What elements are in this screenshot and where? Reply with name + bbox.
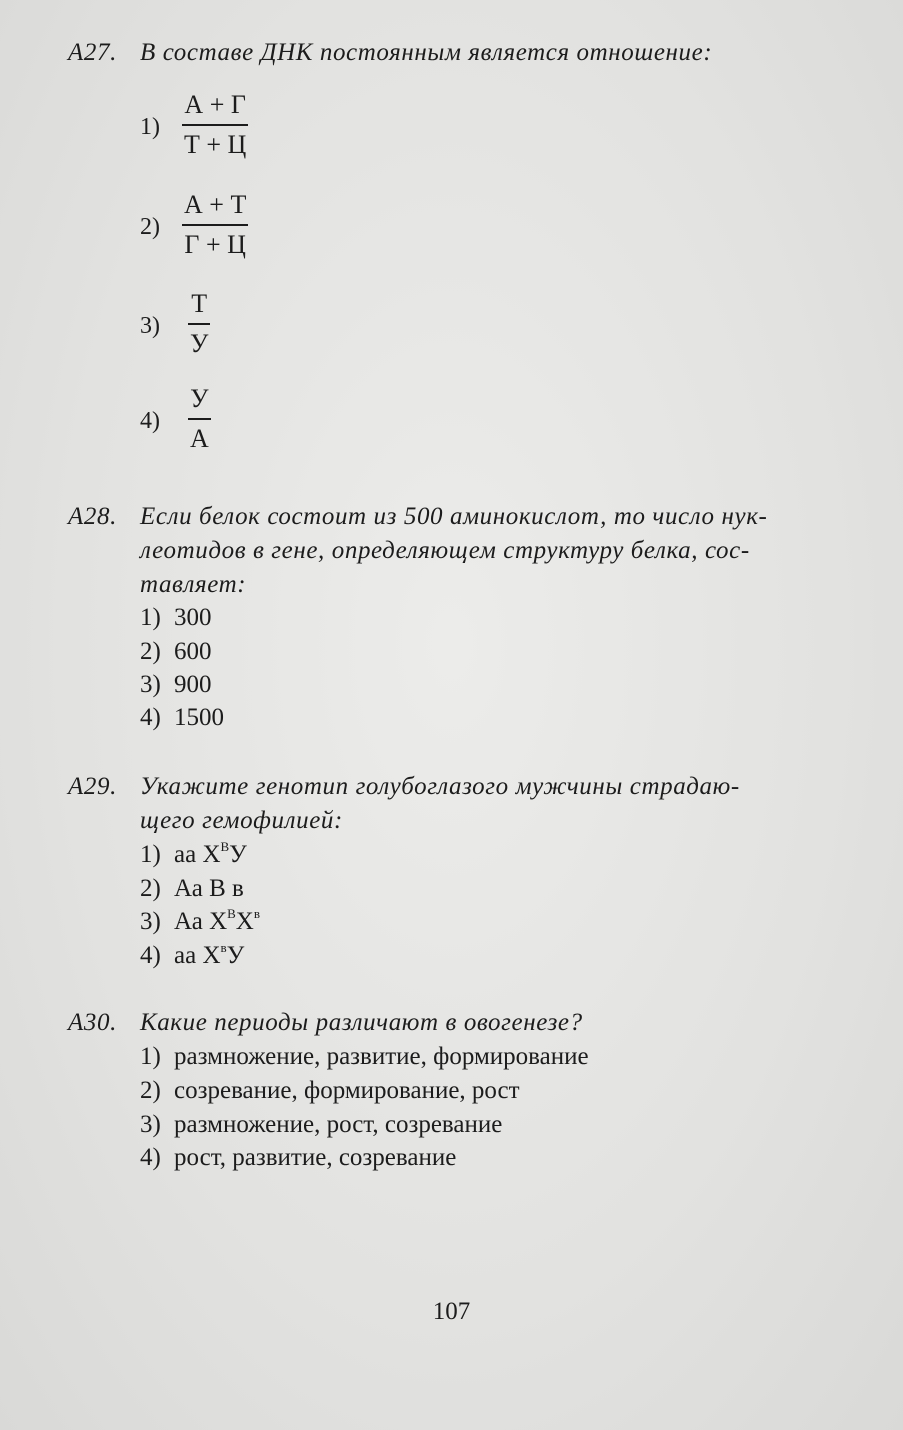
option-number: 3)	[140, 908, 161, 935]
option-number: 1)	[140, 114, 160, 140]
option-a30-3	[140, 1108, 502, 1142]
genotype-part: Аа В в	[174, 875, 244, 902]
option-number: 2)	[140, 875, 161, 902]
option-a27-1	[140, 90, 340, 170]
genotype-part: аа X	[174, 942, 221, 969]
question-text: Какие периоды различают в овогенезе?	[140, 1009, 583, 1036]
option-number: 1)	[140, 1043, 161, 1070]
fraction	[182, 190, 248, 260]
option-number: 4)	[140, 942, 161, 969]
option-a30-4	[140, 1141, 456, 1175]
question-a29	[68, 770, 740, 804]
option-number: 4)	[140, 408, 160, 434]
option-a28-4	[140, 701, 224, 735]
option-number: 2)	[140, 1077, 161, 1104]
question-number: А27.	[68, 39, 117, 66]
fraction	[188, 384, 211, 454]
option-number: 3)	[140, 671, 161, 698]
genotype-part: аа X	[174, 841, 221, 868]
option-a29-4	[140, 939, 244, 973]
question-a30	[68, 1006, 583, 1040]
option-a28-2	[140, 635, 212, 669]
question-text-line2: щего гемофилией:	[140, 807, 343, 834]
numerator: Т	[191, 289, 208, 318]
option-a30-2	[140, 1074, 520, 1108]
fraction	[182, 90, 248, 160]
option-a27-4	[140, 384, 340, 464]
option-number: 2)	[140, 638, 161, 665]
option-number: 1)	[140, 604, 161, 631]
denominator: Т + Ц	[184, 130, 247, 159]
option-text: рост, развитие, созревание	[174, 1144, 457, 1171]
question-a28	[68, 500, 767, 534]
genotype-part: Аа X	[174, 908, 228, 935]
option-number: 3)	[140, 313, 160, 339]
allele-superscript: в	[220, 940, 227, 955]
option-number: 4)	[140, 704, 161, 731]
option-a28-3	[140, 668, 212, 702]
option-text: 600	[174, 638, 212, 665]
question-text-line3: тавляет:	[140, 571, 247, 598]
denominator: А	[190, 424, 209, 453]
option-a29-2	[140, 872, 244, 906]
denominator: У	[190, 329, 209, 358]
option-a29-3	[140, 905, 260, 939]
numerator: У	[190, 384, 209, 413]
fraction	[188, 289, 210, 359]
question-text-line1: Укажите генотип голубоглазого мужчины страдаю-	[140, 773, 740, 800]
option-text: 1500	[174, 704, 224, 731]
question-number: А29.	[68, 773, 117, 800]
genotype-part: У	[226, 942, 245, 969]
question-text: В составе ДНК постоянным является отношение:	[140, 39, 713, 66]
question-a27	[68, 36, 712, 70]
option-a27-2	[140, 190, 340, 270]
option-text: размножение, развитие, формирование	[174, 1043, 589, 1070]
allele-superscript: В	[220, 839, 230, 854]
numerator: А + Г	[184, 90, 246, 119]
option-number: 1)	[140, 841, 161, 868]
allele-superscript: в	[253, 906, 260, 921]
page-number: 107	[432, 1298, 471, 1325]
option-a30-1	[140, 1040, 589, 1074]
option-number: 2)	[140, 214, 160, 240]
option-a29-1	[140, 838, 247, 872]
option-number: 3)	[140, 1111, 161, 1138]
option-text: размножение, рост, созревание	[174, 1111, 503, 1138]
allele-superscript: В	[227, 906, 236, 921]
question-number: А28.	[68, 503, 117, 530]
question-number: А30.	[68, 1009, 117, 1036]
option-number: 4)	[140, 1144, 161, 1171]
genotype-part: У	[229, 841, 247, 868]
option-a27-3	[140, 289, 340, 369]
numerator: А + Т	[184, 190, 247, 219]
option-text: созревание, формирование, рост	[174, 1077, 520, 1104]
option-text: 300	[174, 604, 212, 631]
option-a28-1	[140, 601, 212, 635]
genotype-part: X	[235, 908, 254, 935]
denominator: Г + Ц	[184, 230, 246, 259]
question-text-line1: Если белок состоит из 500 аминокислот, то число нук-	[140, 503, 768, 530]
option-text: 900	[174, 671, 212, 698]
question-text-line2: леотидов в гене, определяющем структуру белка, сос-	[140, 537, 750, 564]
